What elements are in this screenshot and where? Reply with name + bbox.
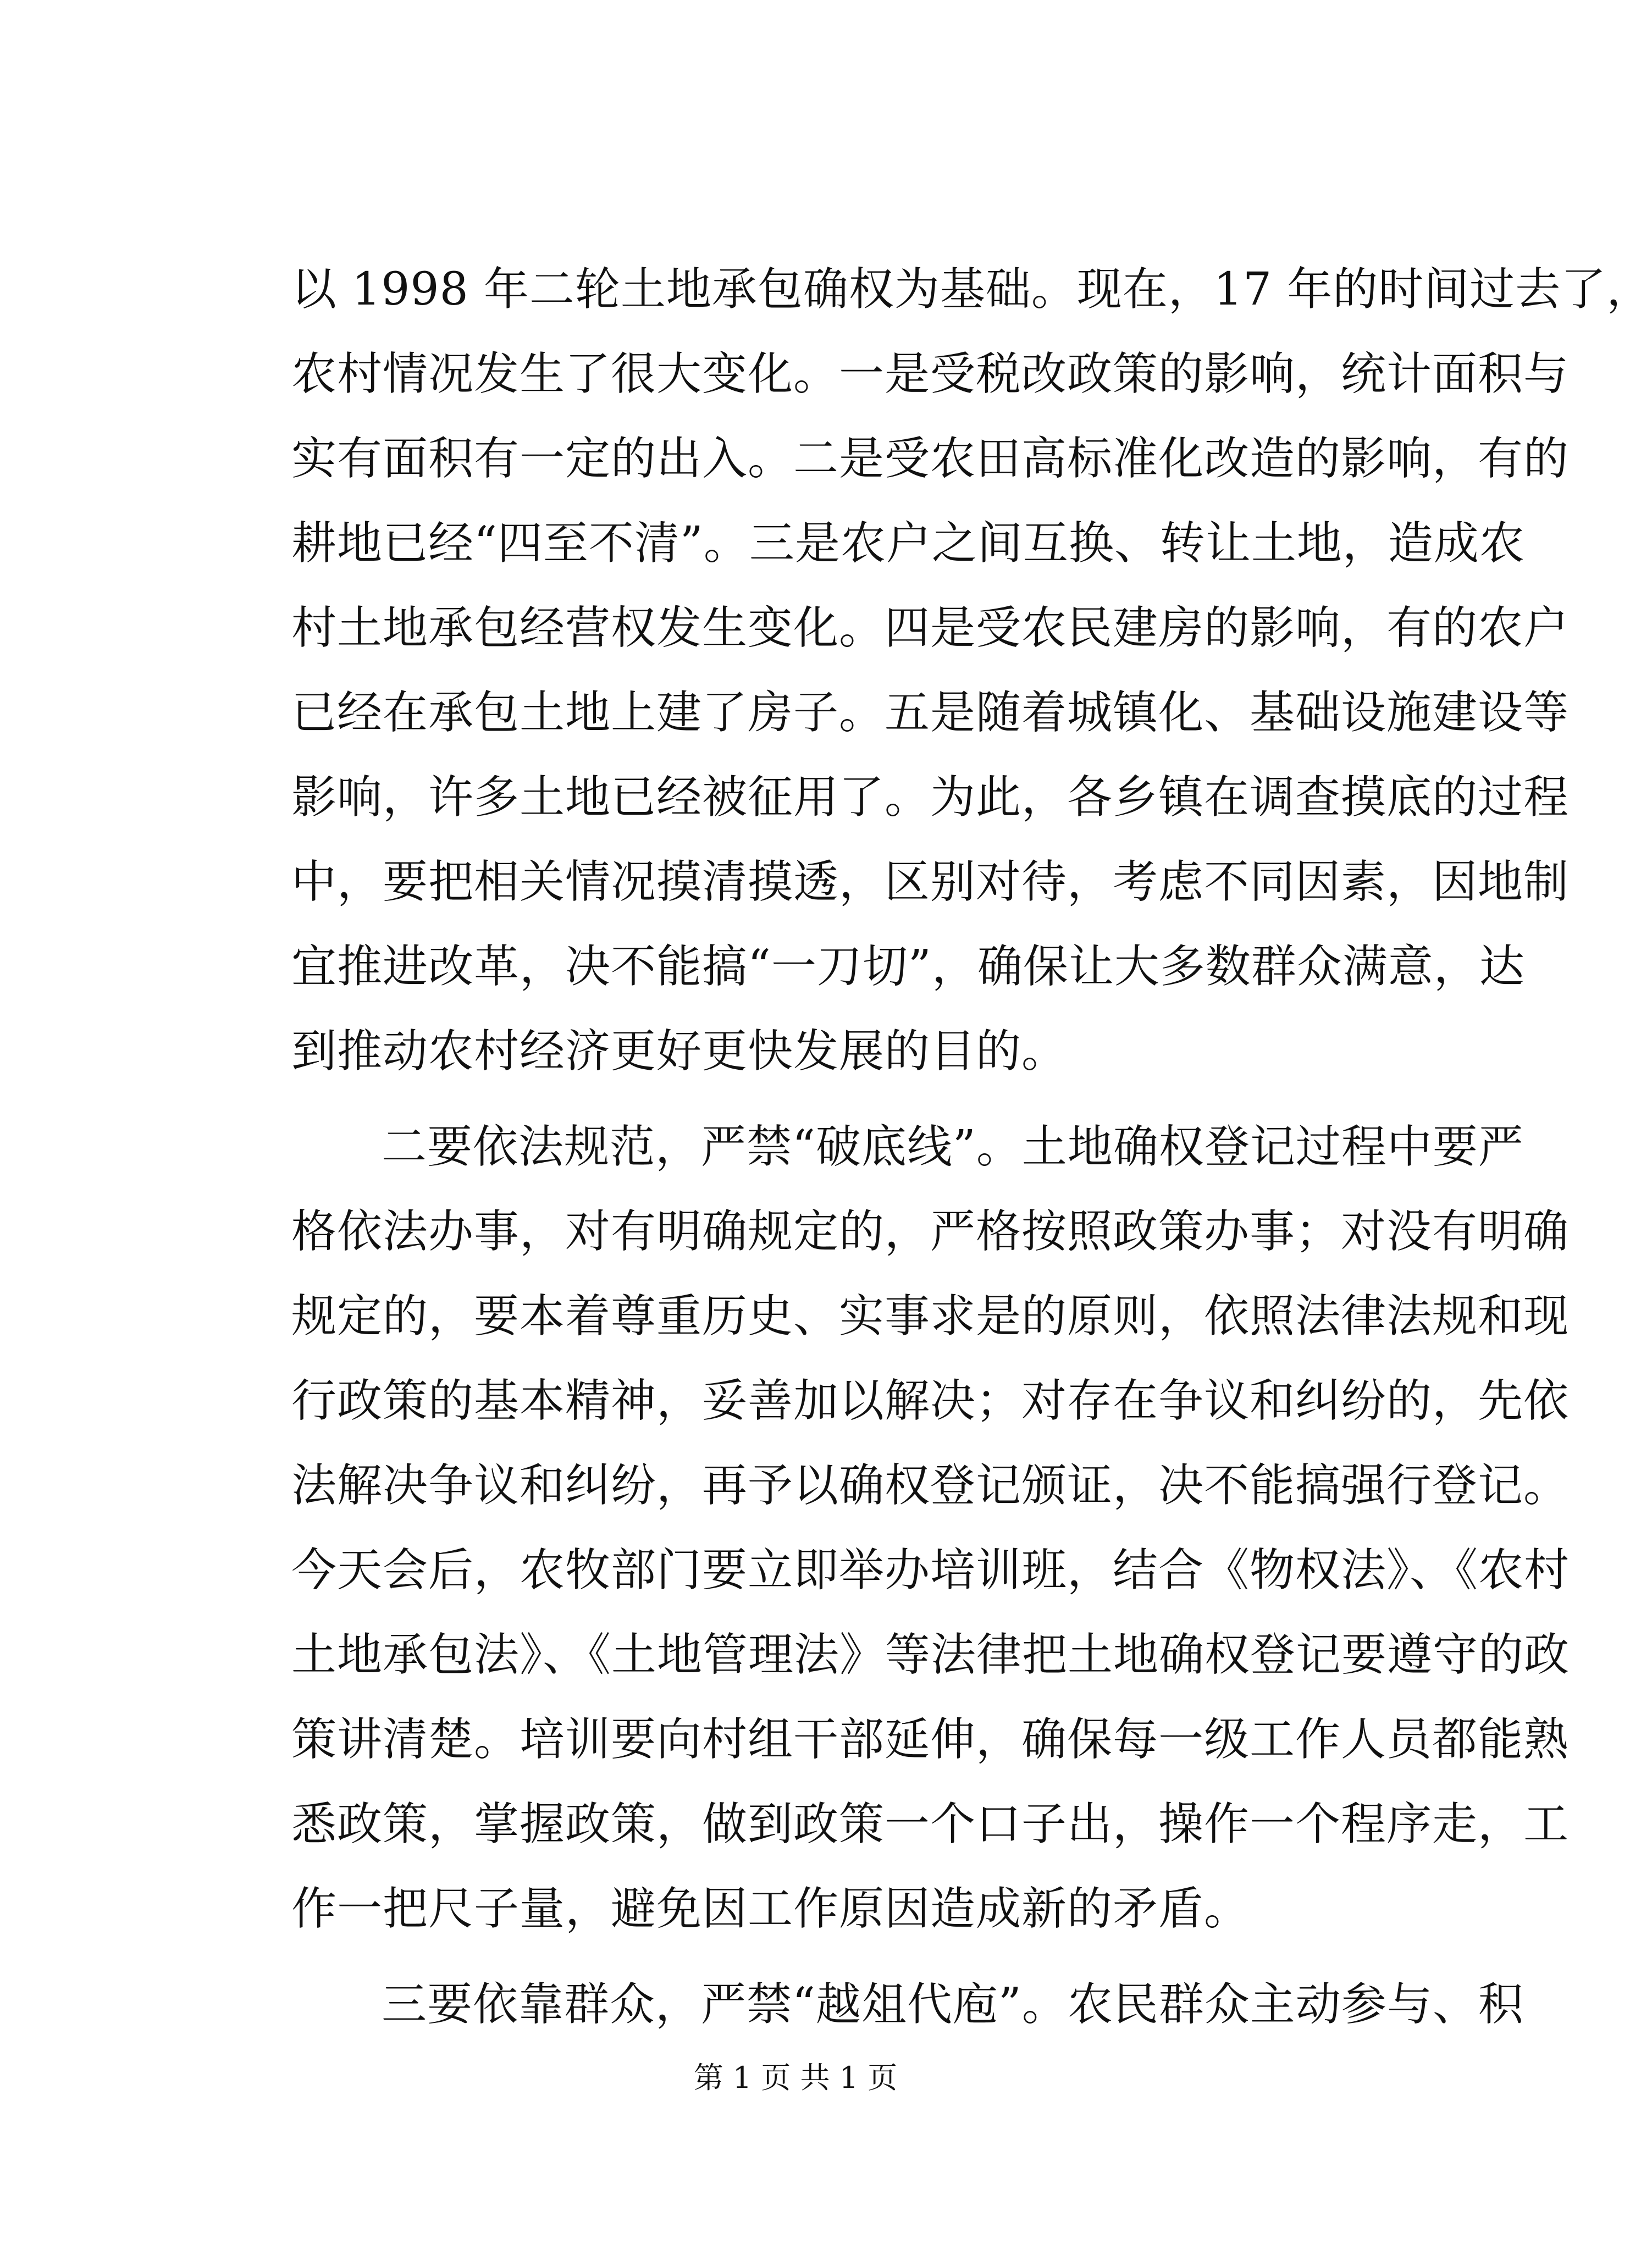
text-line: 到推动农村经济更好更快发展的目的。 [291, 1025, 1068, 1077]
page-number-footer: 第 1 页 共 1 页 [693, 2060, 898, 2095]
text-line: 宜推进改革，决不能搞“一刀切”，确保让大多数群众满意，达 [291, 941, 1525, 993]
paragraph-spacer [291, 1094, 1391, 1105]
text-line: 土地承包法》、《土地管理法》等法律把土地确权登记要遵守的政 [291, 1629, 1570, 1681]
text-line: 三要依靠群众，严禁“越俎代庖”。农民群众主动参与、积 [382, 1978, 1524, 2031]
text-line: 已经在承包土地上建了房子。五是随着城镇化、基础设施建设等 [291, 687, 1570, 739]
text-line: 策讲清楚。培训要向村组干部延伸，确保每一级工作人员都能熟 [291, 1713, 1570, 1766]
text-line: 悉政策，掌握政策，做到政策一个口子出，操作一个程序走，工 [291, 1798, 1570, 1850]
paragraph-2 [291, 1105, 1570, 1952]
text-line: 规定的，要本着尊重历史、实事求是的原则，依照法律法规和现 [291, 1290, 1570, 1342]
text-line: 村土地承包经营权发生变化。四是受农民建房的影响，有的农户 [291, 602, 1570, 654]
text-line: 今天会后，农牧部门要立即举办培训班，结合《物权法》、《农村 [291, 1544, 1570, 1596]
text-line: 作一把尺子量，避免因工作原因造成新的矛盾。 [291, 1883, 1250, 1935]
text-line: 法解决争议和纠纷，再予以确权登记颁证，决不能搞强行登记。 [291, 1460, 1570, 1512]
text-line: 二要依法规范，严禁“破底线”。土地确权登记过程中要严 [382, 1121, 1524, 1173]
text-line: 农村情况发生了很大变化。一是受税改政策的影响，统计面积与 [291, 348, 1570, 400]
paragraph-spacer [291, 1952, 1391, 1962]
text-line: 以 1998 年二轮土地承包确权为基础。现在，17 年的时间过去了， [291, 263, 1652, 316]
paragraph-3 [291, 1962, 1524, 2047]
text-line: 行政策的基本精神，妥善加以解决；对存在争议和纠纷的，先依 [291, 1375, 1570, 1427]
text-line: 耕地已经“四至不清”。三是农户之间互换、转让土地，造成农 [291, 517, 1525, 570]
paragraph-1 [291, 247, 1652, 1094]
text-line: 影响，许多土地已经被征用了。为此，各乡镇在调查摸底的过程 [291, 771, 1570, 823]
text-line: 格依法办事，对有明确规定的，严格按照政策办事；对没有明确 [291, 1206, 1570, 1258]
text-line: 实有面积有一定的出入。二是受农田高标准化改造的影响，有的 [291, 433, 1570, 485]
document-body [291, 247, 1652, 2047]
text-line: 中，要把相关情况摸清摸透，区别对待，考虑不同因素，因地制 [291, 856, 1570, 908]
